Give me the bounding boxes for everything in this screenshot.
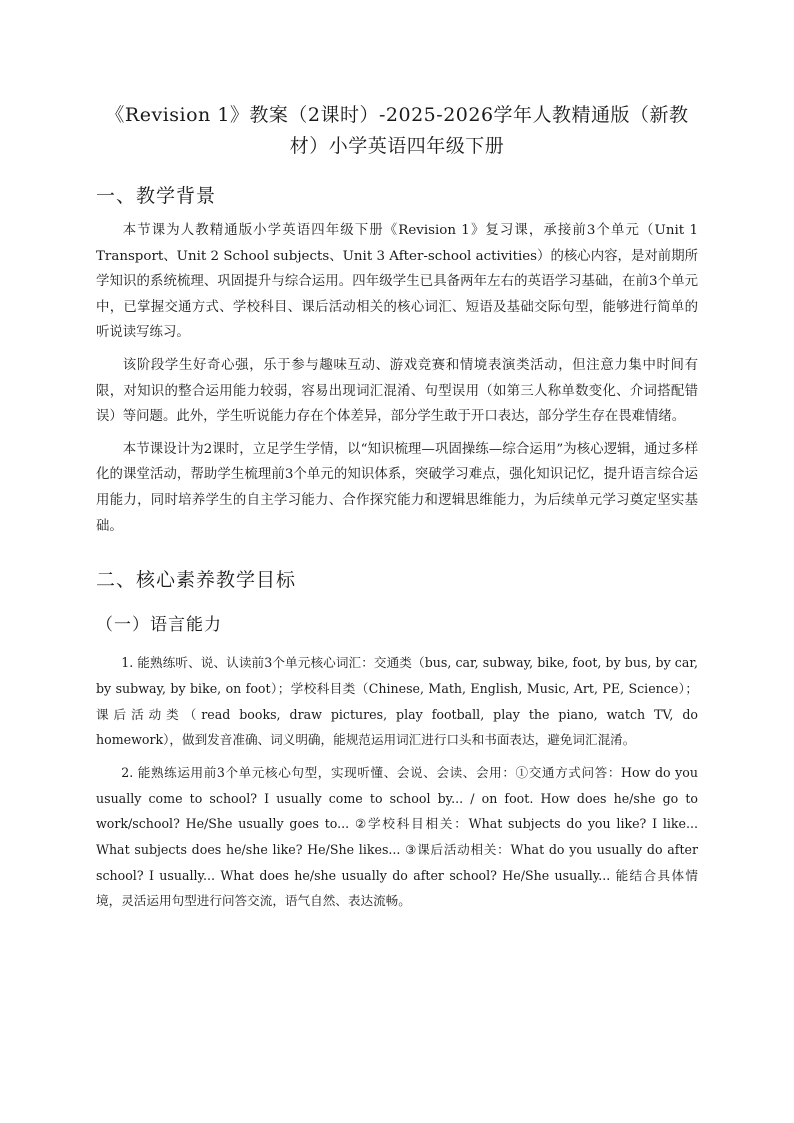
document-title: 《Revision 1》教案（2课时）-2025-2026学年人教精通版（新教材）小学英语四年级下册 (105, 104, 689, 157)
paragraph: 1. 能熟练听、说、认读前3个单元核心词汇：交通类（bus, car, subway, bike, foot, by bus, by car, by subway, by bike, on foot）；学校科目类（Chinese, Math, English, Music, Art, PE, Science）；课后活动类（read books, draw pictures, play football, play the piano, watch TV, do homework），做到发音准确、词义明确，能规范运用词汇进行口头和书面表达，避免词汇混淆。 (96, 655, 698, 748)
paragraph: 本节课为人教精通版小学英语四年级下册《Revision 1》复习课，承接前3个单元（Unit 1 Transport、Unit 2 School subjects、Unit 3 After-school activities）的核心内容，是对前期所学知识的系统梳理、巩固提升与综合运用。四年级学生已具备两年左右的英语学习基础，在前3个单元中，已掌握交通方式、学校科目、课后活动相关的核心词汇、短语及基础交际句型，能够进行简单的听说读写练习。 (96, 223, 698, 341)
paragraph: 2. 能熟练运用前3个单元核心句型，实现听懂、会说、会读、会用：①交通方式问答：How do you usually come to school? I usually come to school by... / on foot. How does he/she go to work/school? He/She usually goes to... ②学校科目相关：What subjects do you like? I like... What subjects does he/she like? He/She likes... ③课后活动相关：What do you usually do after school? I usually... What does he/she usually do after school? He/She usually... 能结合具体情境，灵活运用句型进行问答交流，语气自然、表达流畅。 (96, 764, 698, 909)
subsection-spacer (96, 602, 698, 612)
section-teaching-background (96, 182, 698, 539)
paragraph: 该阶段学生好奇心强，乐于参与趣味互动、游戏竞赛和情境表演类活动，但注意力集中时间有限，对知识的整合运用能力较弱，容易出现词汇混淆、句型误用（如第三人称单数变化、介词搭配错误）等问题。此外，学生听说能力存在个体差异，部分学生敢于开口表达，部分学生存在畏难情绪。 (96, 357, 698, 425)
section-heading: 一、教学背景 (96, 185, 217, 207)
subsection-heading: （一）语言能力 (96, 615, 222, 636)
section-spacer (96, 546, 698, 566)
section-heading: 二、核心素养教学目标 (96, 569, 297, 592)
document-page (96, 100, 698, 921)
section-core-literacy-goals (96, 566, 698, 914)
paragraph: 本节课设计为2课时，立足学生学情，以“知识梳理—巩固操练—综合运用”为核心逻辑，通过多样化的课堂活动，帮助学生梳理前3个单元的知识体系，突破学习难点，强化知识记忆，提升语言综合运用能力，同时培养学生的自主学习能力、合作探究能力和逻辑思维能力，为后续单元学习奠定坚实基础。 (96, 441, 698, 534)
